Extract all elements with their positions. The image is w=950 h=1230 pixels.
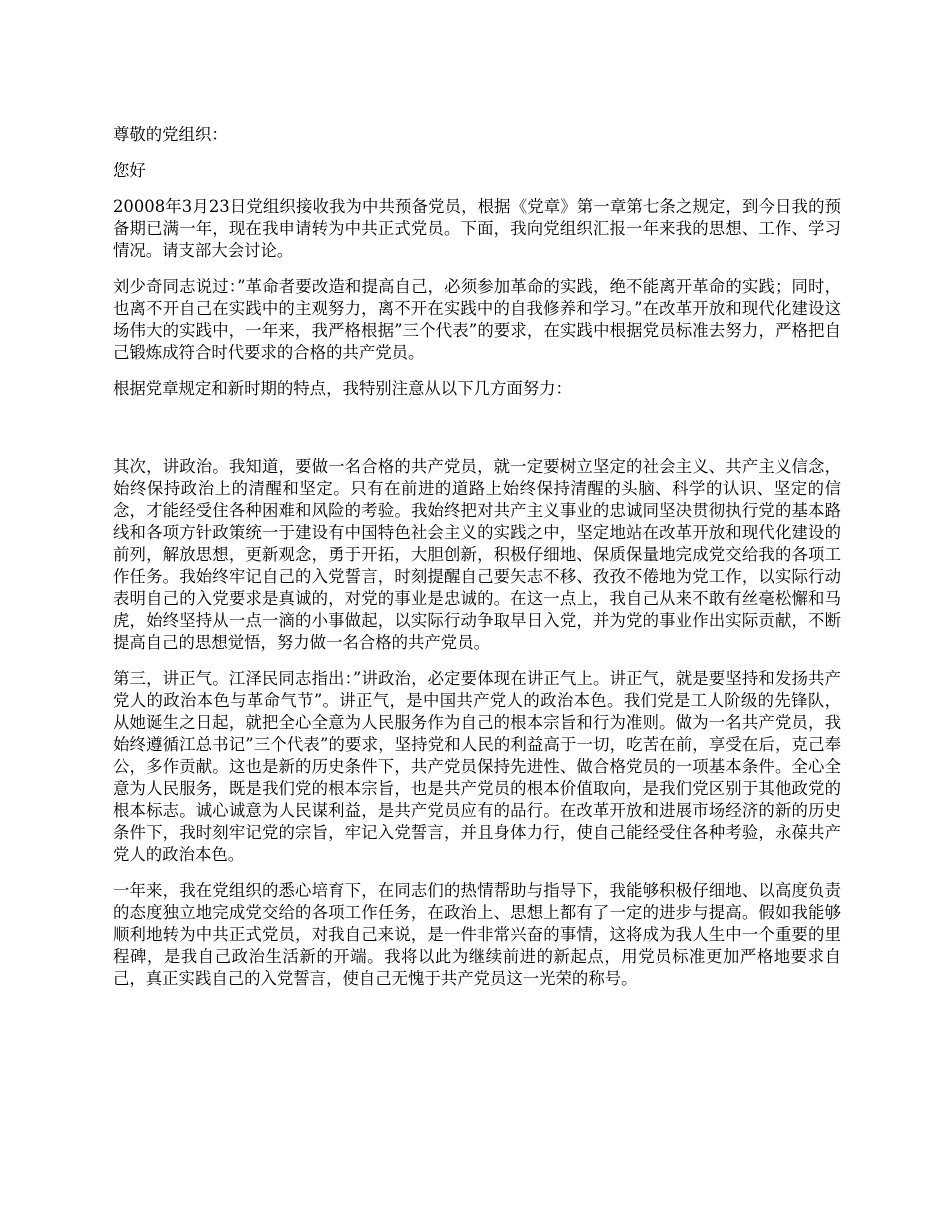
paragraph-politics: 其次，讲政治。我知道，要做一名合格的共产党员，就一定要树立坚定的社会主义、共产主义信念，始终保持政治上的清醒和坚定。只有在前进的道路上始终保持清醒的头脑、科学的认识、坚定的信念，才能经受住各种困难和风险的考验。我始终把对共产主义事业的忠诚同坚决贯彻执行党的基本路线和各项方针政策统一于建设有中国特色社会主义的实践之中，坚定地站在改革开放和现代化建设的前列，解放思想，更新观念，勇于开拓，大胆创新，积极仔细地、保质保量地完成党交给我的各项工作任务。我始终牢记自己的入党誓言，时刻提醒自己要矢志不移、孜孜不倦地为党工作，以实际行动表明自己的入党要求是真诚的，对党的事业是忠诚的。在这一点上，我自己从来不敢有丝毫松懈和马虎，始终坚持从一点一滴的小事做起，以实际行动争取早日入党，并为党的事业作出实际贡献，不断提高自己的思想觉悟，努力做一名合格的共产党员。 [113, 457, 841, 652]
greeting: 您好 [113, 161, 146, 180]
paragraph-quote: 刘少奇同志说过：”革命者要改造和提高自己，必须参加革命的实践，绝不能离开革命的实践；同时，也离不开自己在实践中的主观努力，离不开在实践中的自我修养和学习。”在改革开放和现代化建设这场伟大的实践中，一年来，我严格根据”三个代表”的要求，在实践中根据党员标准去努力，严格把自己锻炼成符合时代要求的合格的共产党员。 [113, 277, 841, 362]
paragraph-integrity: 第三，讲正气。江泽民同志指出：”讲政治，必定要体现在讲正气上。讲正气，就是要坚持和发扬共产党人的政治本色与革命气节”。讲正气，是中国共产党人的政治本色。我们党是工人阶级的先锋队，从她诞生之日起，就把全心全意为人民服务作为自己的根本宗旨和行为准则。做为一名共产党员，我始终遵循江总书记”三个代表”的要求，坚持党和人民的利益高于一切，吃苦在前，享受在后，克己奉公，多作贡献。这也是新的历史条件下，共产党员保持先进性、做合格党员的一项基本条件。全心全意为人民服务，既是我们党的根本宗旨，也是共产党员的根本价值取向，是我们党区别于其他政党的根本标志。诚心诚意为人民谋利益，是共产党员应有的品行。在改革开放和进展市场经济的新的历史条件下，我时刻牢记党的宗旨，牢记入党誓言，并且身体力行，使自己能经受住各种考验，永葆共产党人的政治本色。 [113, 669, 841, 864]
document-body [113, 124, 841, 1004]
salutation: 尊敬的党组织： [113, 125, 228, 144]
paragraph-efforts-lead: 根据党章规定和新时期的特点，我特别注意从以下几方面努力： [113, 379, 572, 398]
paragraph-conclusion: 一年来，我在党组织的悉心培育下，在同志们的热情帮助与指导下，我能够积极仔细地、以高度负责的态度独立地完成党交给的各项工作任务，在政治上、思想上都有了一定的进步与提高。假如我能够顺利地转为中共正式党员，对我自己来说，是一件非常兴奋的事情，这将成为我人生中一个重要的里程碑，是我自己政治生活新的开端。我将以此为继续前进的新起点，用党员标准更加严格地要求自己，真正实践自己的入党誓言，使自己无愧于共产党员这一光荣的称号。 [113, 881, 841, 988]
blank-space [113, 414, 841, 456]
paragraph-intro: 20008年3月23日党组织接收我为中共预备党员，根据《党章》第一章第七条之规定，到今日我的预备期已满一年，现在我申请转为中共正式党员。下面，我向党组织汇报一年来我的思想、工作、学习情况。请支部大会讨论。 [113, 197, 841, 260]
